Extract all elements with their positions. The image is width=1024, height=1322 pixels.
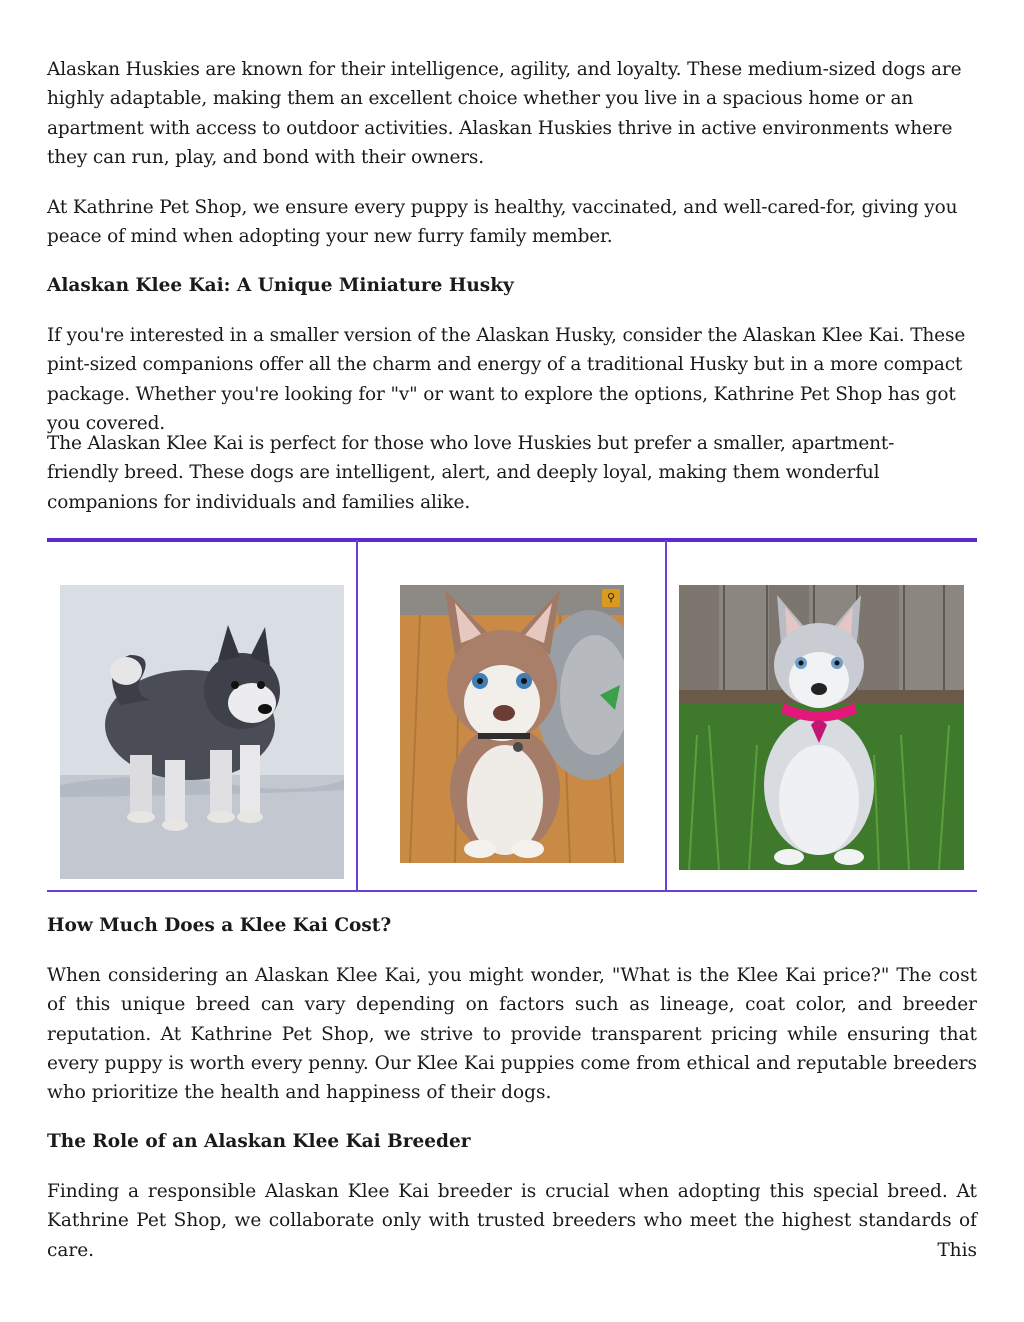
paragraph-shop-promise: At Kathrine Pet Shop, we ensure every puppy is healthy, vaccinated, and well-cared-for, giving you peace of mind when adopting your new furry family member. <box>47 197 958 248</box>
paragraph-intro: Alaskan Huskies are known for their intelligence, agility, and loyalty. These medium-sized dogs are highly adaptable, making them an excellent choice whether you live in a spacious home or an apartment with access to outdoor activities. Alaskan Huskies thrive in active environments where they can run, play, and bond with their owners. <box>47 59 962 168</box>
gallery-top-border <box>47 538 977 542</box>
paragraph-breeder: Finding a responsible Alaskan Klee Kai breeder is crucial when adopting this special breed. At Kathrine Pet Shop, we collaborate only with trusted breeders who meet the highest standards of care. This <box>47 1181 977 1261</box>
puppy-photo-3[interactable] <box>679 585 964 870</box>
paragraph-cost: When considering an Alaskan Klee Kai, you might wonder, "What is the Klee Kai price?" The cost of this unique breed can vary depending on factors such as lineage, coat color, and breeder reputation. At Kathrine Pet Shop, we strive to provide transparent pricing while ensuring that every puppy is worth every penny. Our Klee Kai puppies come from ethical and reputable breeders who prioritize the health and happiness of their dogs. <box>47 965 977 1104</box>
heading-cost: How Much Does a Klee Kai Cost? <box>47 915 392 936</box>
heading-breeder: The Role of an Alaskan Klee Kai Breeder <box>47 1131 471 1152</box>
puppy-photo-1[interactable] <box>60 585 344 879</box>
gallery-bottom-border <box>47 890 977 892</box>
gallery-divider <box>356 540 358 892</box>
puppy-photo-2[interactable] <box>400 585 624 863</box>
paragraph-smaller-version: If you're interested in a smaller version of the Alaskan Husky, consider the Alaskan Klee Kai. These pint-sized companions offer all the charm and energy of a traditional Husky but in a more compact package. Whether you're looking for "v" or want to explore the options, Kathrine Pet Shop has got you covered. <box>47 325 966 434</box>
gallery-divider <box>665 540 667 892</box>
paragraph-apartment-friendly: The Alaskan Klee Kai is perfect for those who love Huskies but prefer a smaller, apartment-friendly breed. These dogs are intelligent, alert, and deeply loyal, making them wonderful companions for individuals and families alike. <box>47 433 895 513</box>
heading-klee-kai: Alaskan Klee Kai: A Unique Miniature Husky <box>47 275 514 296</box>
photo-gallery <box>47 538 977 892</box>
zoom-icon[interactable]: ⚲ <box>602 589 620 607</box>
